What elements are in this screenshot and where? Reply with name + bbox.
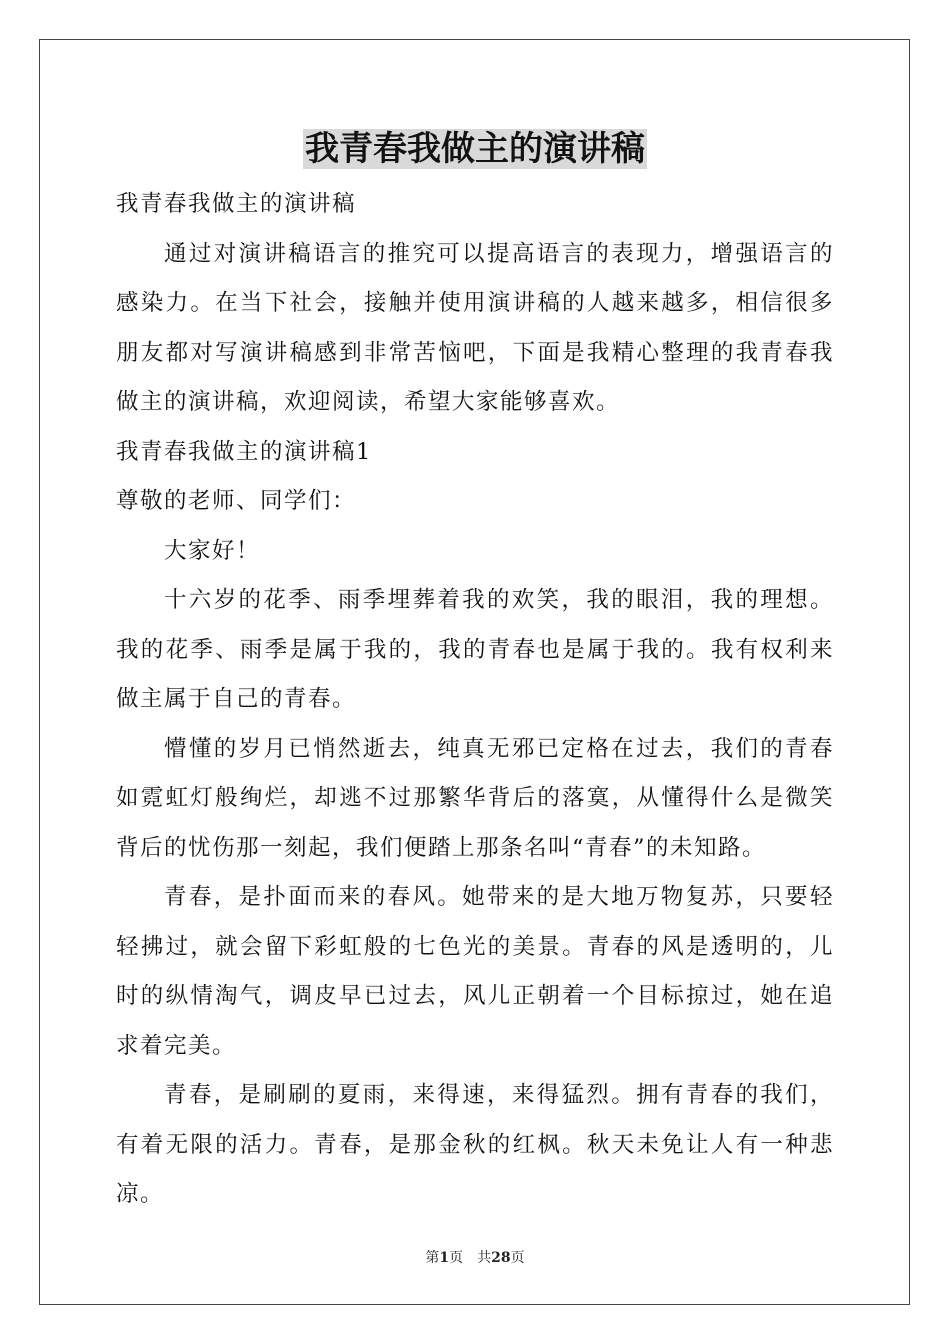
paragraph-greeting: 大家好！ (164, 537, 261, 564)
title-text: 我青春我做主的演讲稿 (305, 129, 645, 169)
paragraph-body: 青春，是扑面而来的春风。她带来的是大地万物复苏，只要轻轻拂过，就会留下彩虹般的七色光的美景。青春的风是透明的，儿时的纵情淘气，调皮早已过去，风儿正朝着一个目标掠过，她在追求着完美。 (116, 884, 834, 1059)
page-prefix: 第 (425, 1250, 440, 1266)
page-current: 1 (439, 1250, 450, 1266)
page-footer (0, 1247, 950, 1267)
paragraph-salutation: 尊敬的老师、同学们： (116, 488, 357, 514)
document-title (0, 126, 950, 172)
page-mid: 页 共 (449, 1250, 492, 1266)
page-total: 28 (491, 1250, 511, 1266)
paragraph-body: 懵懂的岁月已悄然逝去，纯真无邪已定格在过去，我们的青春如霓虹灯般绚烂，却逃不过那繁华背后的落寞，从懂得什么是微笑背后的忧伤那一刻起，我们便踏上那条名叫“青春”的未知路。 (116, 735, 834, 861)
paragraph-body: 十六岁的花季、雨季埋葬着我的欢笑，我的眼泪，我的理想。我的花季、雨季是属于我的，我的青春也是属于我的。我有权利来做主属于自己的青春。 (116, 587, 834, 712)
paragraph-section-heading: 我青春我做主的演讲稿1 (116, 438, 372, 465)
page-suffix: 页 (510, 1250, 525, 1266)
paragraph-subtitle: 我青春我做主的演讲稿 (116, 191, 357, 217)
paragraph-body: 青春，是刷刷的夏雨，来得速，来得猛烈。拥有青春的我们，有着无限的活力。青春，是那金秋的红枫。秋天未免让人有一种悲凉。 (116, 1082, 834, 1207)
paragraph-intro: 通过对演讲稿语言的推究可以提高语言的表现力，增强语言的感染力。在当下社会，接触并使用演讲稿的人越来越多，相信很多朋友都对写演讲稿感到非常苦恼吧，下面是我精心整理的我青春我做主的演讲稿，欢迎阅读，希望大家能够喜欢。 (116, 240, 834, 415)
document-body (116, 180, 834, 1220)
